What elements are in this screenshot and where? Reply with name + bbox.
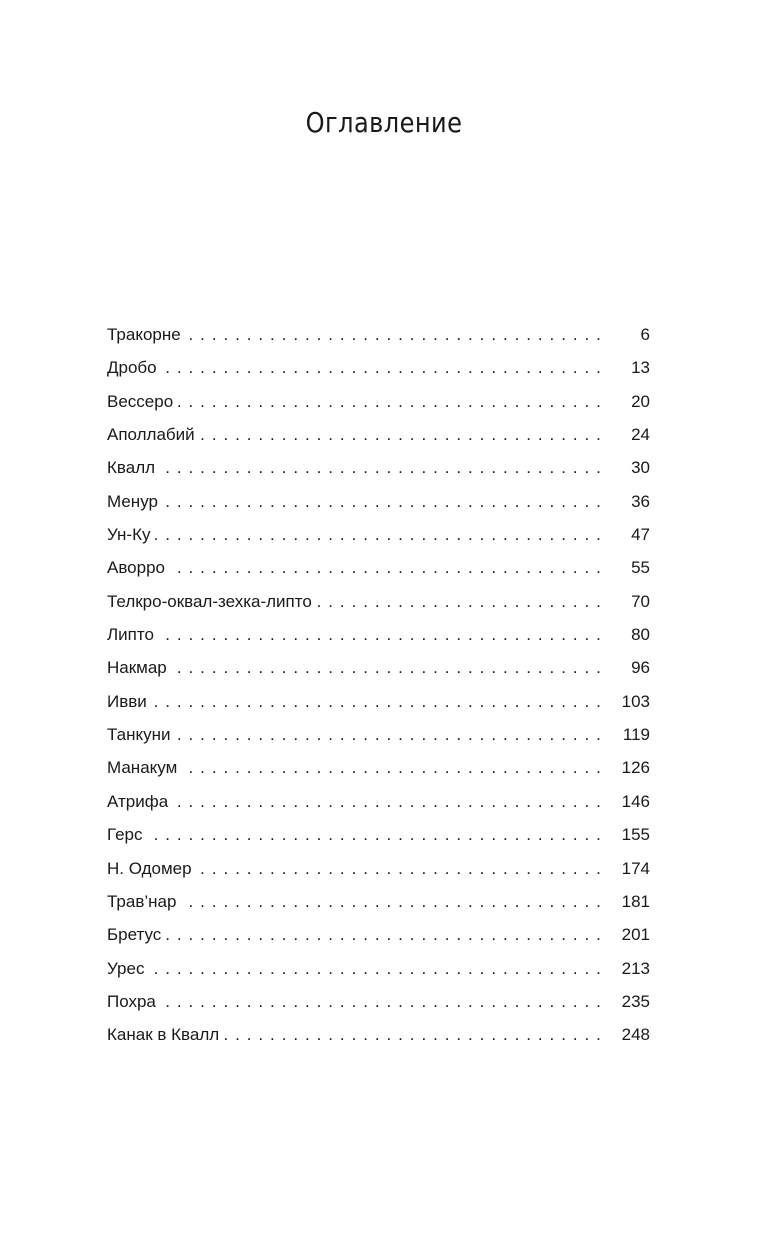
dot-leader — [107, 485, 607, 518]
dot-leader — [107, 651, 607, 684]
toc-entry-page: 96 — [631, 658, 650, 678]
toc-entry-left — [107, 685, 607, 718]
toc-entry-page: 24 — [631, 425, 650, 445]
dot-leader — [107, 985, 607, 1018]
toc-entry[interactable] — [107, 551, 650, 584]
toc-entry-page: 201 — [621, 925, 650, 945]
toc-entry-title: Аполлабий — [107, 425, 199, 444]
toc-entry-page: 47 — [631, 525, 650, 545]
toc-entry-left — [107, 918, 607, 951]
toc-entry[interactable] — [107, 751, 650, 784]
dot-leader — [107, 351, 607, 384]
toc-entry-title: Вессеро — [107, 392, 177, 411]
toc-entry-title: Ун-Ку — [107, 525, 155, 544]
toc-entry[interactable] — [107, 518, 650, 551]
toc-entry-left — [107, 885, 607, 918]
toc-entry-title: Трав’нар — [107, 892, 180, 911]
dot-leader — [107, 751, 607, 784]
toc-entry-title: Бретус — [107, 925, 165, 944]
toc-entry-left — [107, 852, 607, 885]
toc-entry-left — [107, 751, 607, 784]
toc-entry[interactable] — [107, 318, 650, 351]
toc-entry-page: 181 — [621, 891, 650, 911]
toc-entry-left — [107, 351, 607, 384]
toc-entry[interactable] — [107, 1018, 650, 1051]
toc-entry[interactable] — [107, 485, 650, 518]
toc-entry[interactable] — [107, 818, 650, 851]
toc-entry-left — [107, 718, 607, 751]
dot-leader — [107, 818, 607, 851]
toc-entry-left — [107, 818, 607, 851]
toc-entry[interactable] — [107, 418, 650, 451]
toc-entry-page: 155 — [621, 825, 650, 845]
toc-entry-title: Менур — [107, 492, 162, 511]
toc-entry-page: 126 — [621, 758, 650, 778]
toc-entry-title: Липто — [107, 625, 158, 644]
toc-entry-page: 235 — [621, 991, 650, 1011]
dot-leader — [107, 385, 607, 418]
toc-entry-title: Ивви — [107, 692, 151, 711]
toc-entry[interactable] — [107, 385, 650, 418]
toc-entry-left — [107, 451, 607, 484]
toc-entry-left — [107, 618, 607, 651]
dot-leader — [107, 551, 607, 584]
toc-entry-page: 119 — [622, 725, 650, 745]
toc-entry-left — [107, 585, 607, 618]
toc-entry-page: 20 — [631, 391, 650, 411]
toc-entry-left — [107, 385, 607, 418]
dot-leader — [107, 718, 607, 751]
toc-entry-left — [107, 551, 607, 584]
toc-entry-page: 36 — [631, 491, 650, 511]
dot-leader — [107, 518, 607, 551]
toc-entry-page: 70 — [631, 591, 650, 611]
page-title: Оглавление — [305, 106, 463, 139]
dot-leader — [107, 685, 607, 718]
toc-entry-left — [107, 318, 607, 351]
toc-entry-page: 13 — [631, 358, 650, 378]
toc-entry-title: Манакум — [107, 758, 181, 777]
toc-entry[interactable] — [107, 651, 650, 684]
toc-entry-left — [107, 952, 607, 985]
dot-leader — [107, 785, 607, 818]
toc-entry-title: Телкро-оквал-зехка-липто — [107, 592, 316, 611]
toc-entry-left — [107, 418, 607, 451]
toc-entry-left — [107, 518, 607, 551]
toc-entry-title: Тракорне — [107, 325, 185, 344]
toc-entry[interactable] — [107, 618, 650, 651]
toc-entry-left — [107, 485, 607, 518]
toc-entry-page: 30 — [631, 458, 650, 478]
toc-entry-page: 213 — [621, 958, 650, 978]
toc-entry-title: Аворро — [107, 558, 169, 577]
toc-entry[interactable] — [107, 985, 650, 1018]
toc-entry-page: 174 — [621, 858, 650, 878]
toc-entry-page: 103 — [621, 691, 650, 711]
dot-leader — [107, 885, 607, 918]
toc-entry-title: Канак в Квалл — [107, 1025, 223, 1044]
dot-leader — [107, 918, 607, 951]
toc-entry[interactable] — [107, 885, 650, 918]
toc-entry[interactable] — [107, 918, 650, 951]
toc-entry[interactable] — [107, 585, 650, 618]
toc-entry-page: 146 — [621, 791, 650, 811]
toc-entry[interactable] — [107, 785, 650, 818]
toc-entry-left — [107, 1018, 607, 1051]
dot-leader — [107, 952, 607, 985]
toc-entry-title: Накмар — [107, 658, 171, 677]
toc-entry-title: Герс — [107, 825, 146, 844]
toc-entry[interactable] — [107, 685, 650, 718]
table-of-contents — [107, 318, 650, 1052]
toc-entry-page: 80 — [631, 625, 650, 645]
toc-entry[interactable] — [107, 718, 650, 751]
toc-entry-title: Похра — [107, 992, 160, 1011]
toc-entry-title: Н. Одомер — [107, 859, 196, 878]
toc-entry-title: Урес — [107, 959, 148, 978]
toc-entry-left — [107, 651, 607, 684]
toc-entry-title: Танкуни — [107, 725, 174, 744]
dot-leader — [107, 618, 607, 651]
toc-entry-title: Атрифа — [107, 792, 172, 811]
toc-entry-left — [107, 785, 607, 818]
toc-entry-left — [107, 985, 607, 1018]
toc-entry-page: 248 — [621, 1025, 650, 1045]
toc-entry[interactable] — [107, 952, 650, 985]
dot-leader — [107, 451, 607, 484]
toc-entry-title: Квалл — [107, 458, 159, 477]
toc-entry-page: 55 — [631, 558, 650, 578]
toc-entry[interactable] — [107, 451, 650, 484]
toc-entry-title: Дробо — [107, 358, 161, 377]
toc-entry[interactable] — [107, 852, 650, 885]
toc-entry[interactable] — [107, 351, 650, 384]
toc-entry-page: 6 — [640, 325, 650, 344]
